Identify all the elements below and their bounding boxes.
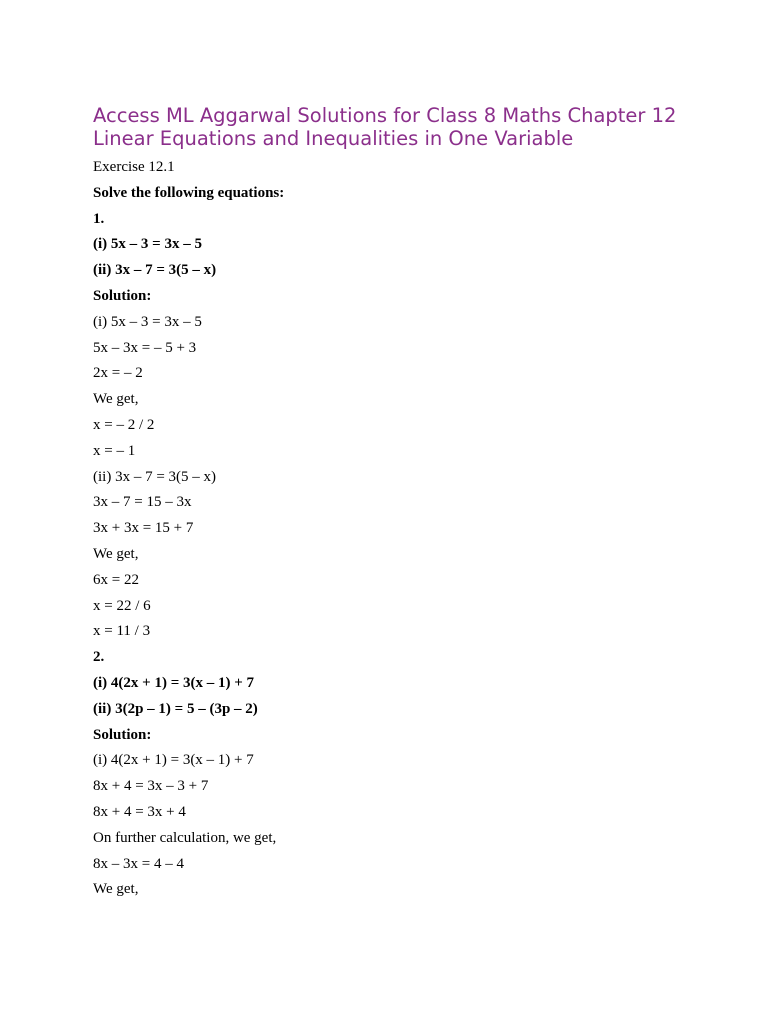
text-line: 1. [93,210,105,227]
text-line: 3x + 3x = 15 + 7 [93,520,194,537]
text-line: Exercise 12.1 [93,159,175,175]
text-line: Solution: [93,726,152,743]
text-line: On further calculation, we get, [93,829,277,846]
document-body [93,159,693,897]
text-line: x = – 1 [93,442,136,459]
text-line: We get, [93,391,139,408]
text-line: 2. [93,649,105,666]
text-line: 2x = – 2 [93,365,143,382]
text-line: 6x = 22 [93,571,139,588]
text-line: We get, [93,545,139,562]
text-line: 8x – 3x = 4 – 4 [93,855,184,872]
text-line: (i) 4(2x + 1) = 3(x – 1) + 7 [93,674,255,691]
document-title: Access ML Aggarwal Solutions for Class 8 Maths Chapter 12 Linear Equations and Inequalities in One Variable [93,104,677,150]
text-line: 5x – 3x = – 5 + 3 [93,339,197,356]
text-line: x = 11 / 3 [93,623,151,640]
text-line: 8x + 4 = 3x – 3 + 7 [93,778,209,795]
text-line: Solution: [93,287,152,304]
text-line: (i) 5x – 3 = 3x – 5 [93,236,202,253]
text-line: 3x – 7 = 15 – 3x [93,494,192,511]
text-line: (ii) 3x – 7 = 3(5 – x) [93,468,217,485]
text-line: 8x + 4 = 3x + 4 [93,803,186,820]
text-line: (ii) 3(2p – 1) = 5 – (3p – 2) [93,700,258,717]
text-line: (ii) 3x – 7 = 3(5 – x) [93,262,217,279]
text-line: Solve the following equations: [93,184,285,201]
text-line: We get, [93,881,139,898]
text-line: (i) 5x – 3 = 3x – 5 [93,313,202,330]
document-page [93,105,693,907]
text-line: x = 22 / 6 [93,597,151,614]
text-line: x = – 2 / 2 [93,416,155,433]
text-line: (i) 4(2x + 1) = 3(x – 1) + 7 [93,752,254,769]
